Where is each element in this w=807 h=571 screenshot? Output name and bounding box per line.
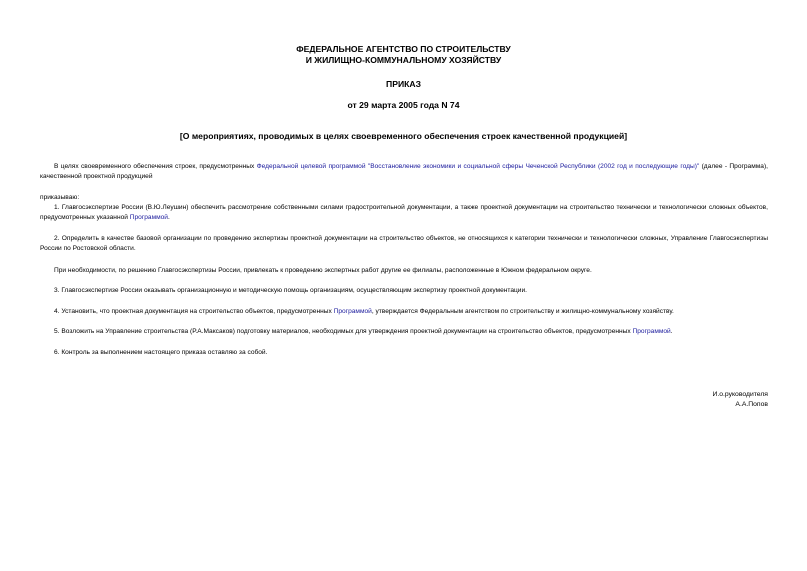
order-word: приказываю: xyxy=(40,194,80,201)
intro-paragraph xyxy=(40,162,768,182)
program-link-item-5[interactable]: Программой xyxy=(632,328,671,335)
intro-text-end: (далее - Программа), качественной проектной продукцией xyxy=(40,163,768,180)
item-5-text: 5. Возложить на Управление строительства (Р.А.Максаков) подготовку материалов, необходимых для утверждения проектной документации на строительство объектов, предусмотренных xyxy=(54,328,633,335)
signatory-name: А.А.Попов xyxy=(735,401,768,408)
document-type: ПРИКАЗ xyxy=(386,79,421,89)
item-2-note-paragraph: При необходимости, по решению Главгосэкспертизы России, привлекать к проведению экспертных работ другие ее филиалы, расположенные в Южном федеральном округе. xyxy=(54,267,592,274)
signatory-position: И.о.руководителя xyxy=(712,391,768,398)
intro-text-start: В целях своевременного обеспечения строек, предусмотренных xyxy=(54,163,257,170)
item-5-text-end: . xyxy=(670,328,673,335)
program-link-item-1[interactable]: Программой xyxy=(129,214,168,221)
item-2-paragraph: 2. Определить в качестве базовой организации по проведению экспертизы проектной документации на строительство объектов, не относящихся к категории технически и технологически сложных, Управление Главгосэкспертизы России по Ростовской области. xyxy=(40,235,768,252)
item-1-text-end: . xyxy=(168,214,170,221)
item-4-text-end: , утверждается Федеральным агентством по строительству и жилищно-коммунальному хозяйству. xyxy=(371,308,674,315)
item-1-paragraph xyxy=(40,203,768,223)
agency-name-line2: И ЖИЛИЩНО-КОММУНАЛЬНОМУ ХОЗЯЙСТВУ xyxy=(305,55,502,65)
agency-name-line1: ФЕДЕРАЛЬНОЕ АГЕНТСТВО ПО СТРОИТЕЛЬСТВУ xyxy=(296,44,511,54)
item-6-paragraph: 6. Контроль за выполнением настоящего приказа оставляю за собой. xyxy=(54,349,268,356)
item-5-paragraph xyxy=(40,327,768,337)
item-3-paragraph: 3. Главгосэкспертизе России оказывать организационную и методическую помощь организациям, осуществляющим экспертизу проектной документации. xyxy=(54,287,528,294)
item-4-paragraph xyxy=(40,307,768,317)
item-4-text: 4. Установить, что проектная документация на строительство объектов, предусмотренных xyxy=(54,308,334,315)
item-1-text: 1. Главгосэкспертизе России (В.Ю.Леушин) обеспечить рассмотрение собственными силами градостроительной документации, а также проектной документации на строительство технически и технологически сложных объектов, предусмотренных указанной xyxy=(40,204,768,221)
program-link[interactable]: Федеральной целевой программой "Восстановление экономики и социальной сферы Чеченской Республики (2002 год и последующие годы)" xyxy=(256,163,700,170)
program-link-item-4[interactable]: Программой xyxy=(333,308,372,315)
document-date: от 29 марта 2005 года N 74 xyxy=(347,100,460,110)
document-title: [О мероприятиях, проводимых в целях своевременного обеспечения строек качественной продукцией] xyxy=(179,131,628,141)
agency-header xyxy=(0,44,807,66)
